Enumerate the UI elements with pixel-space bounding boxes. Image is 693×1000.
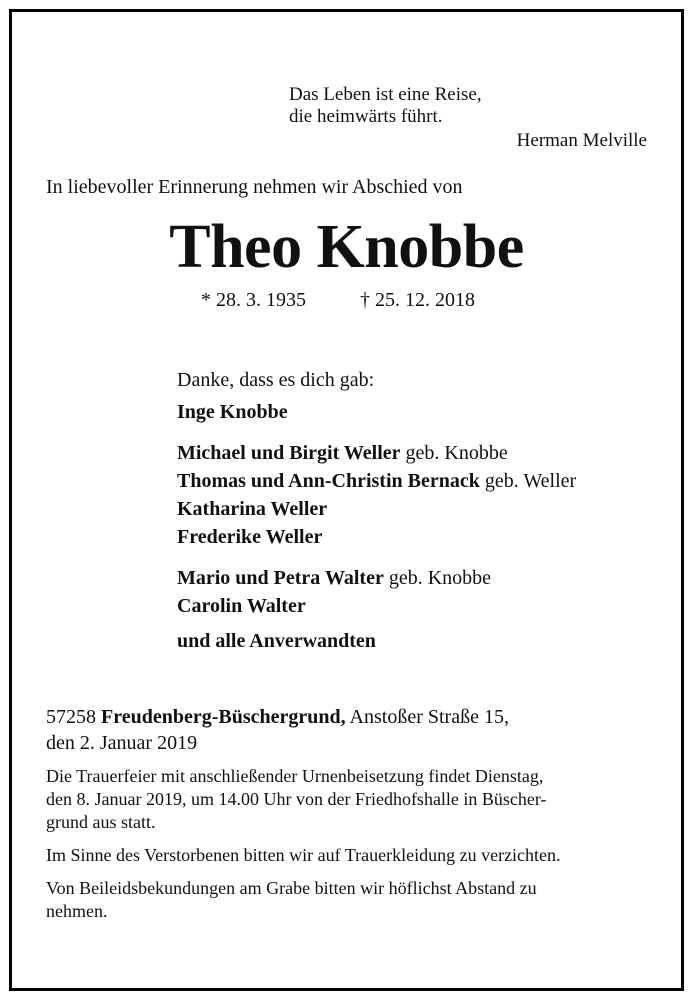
intro-text: In liebevoller Erinnerung nehmen wir Abschied von <box>46 176 463 198</box>
family-frederike: Frederike Weller <box>177 526 323 548</box>
birth-date: * 28. 3. 1935 <box>201 289 306 311</box>
address-street: Anstoßer Straße 15, <box>345 706 509 728</box>
death-date: † 25. 12. 2018 <box>360 289 475 311</box>
notice-condolences-line-2: nehmen. <box>46 901 108 921</box>
thanks-line: Danke, dass es dich gab: <box>177 369 375 391</box>
family-mario-suffix: geb. Knobbe <box>383 567 492 589</box>
family-thomas-suffix: geb. Weller <box>479 470 577 492</box>
family-thomas-name: Thomas und Ann-Christin Bernack <box>177 470 480 492</box>
address-postcode: 57258 <box>46 706 101 728</box>
deceased-name: Theo Knobbe <box>169 213 524 281</box>
quote-line-1: Das Leben ist eine Reise, <box>289 84 482 105</box>
notice-ceremony-line-2: den 8. Januar 2019, um 14.00 Uhr von der Friedhofshalle in Büscher- <box>46 789 547 809</box>
quote-author: Herman Melville <box>516 130 647 151</box>
family-michael-name: Michael und Birgit Weller <box>177 442 401 464</box>
notice-ceremony-line-1: Die Trauerfeier mit anschließender Urnenbeisetzung findet Dienstag, <box>46 766 544 786</box>
notice-condolences-line-1: Von Beileidsbekundungen am Grabe bitten wir höflichst Abstand zu <box>46 878 537 898</box>
notice-ceremony-line-3: grund aus statt. <box>46 812 156 832</box>
address-line <box>46 704 509 730</box>
family-michael <box>177 439 508 467</box>
family-mario <box>177 564 491 592</box>
family-relatives: und alle Anverwandten <box>177 630 376 652</box>
family-thomas <box>177 467 576 495</box>
family-michael-suffix: geb. Knobbe <box>400 442 508 464</box>
notice-clothing: Im Sinne des Verstorbenen bitten wir auf Trauerkleidung zu verzichten. <box>46 845 561 865</box>
family-inge: Inge Knobbe <box>177 401 288 423</box>
family-carolin: Carolin Walter <box>177 595 306 617</box>
address-date: den 2. Januar 2019 <box>46 732 198 754</box>
family-mario-name: Mario und Petra Walter <box>177 567 384 589</box>
family-katharina: Katharina Weller <box>177 498 328 520</box>
address-town: Freudenberg-Büschergrund, <box>101 706 346 728</box>
quote-line-2: die heimwärts führt. <box>289 106 443 127</box>
